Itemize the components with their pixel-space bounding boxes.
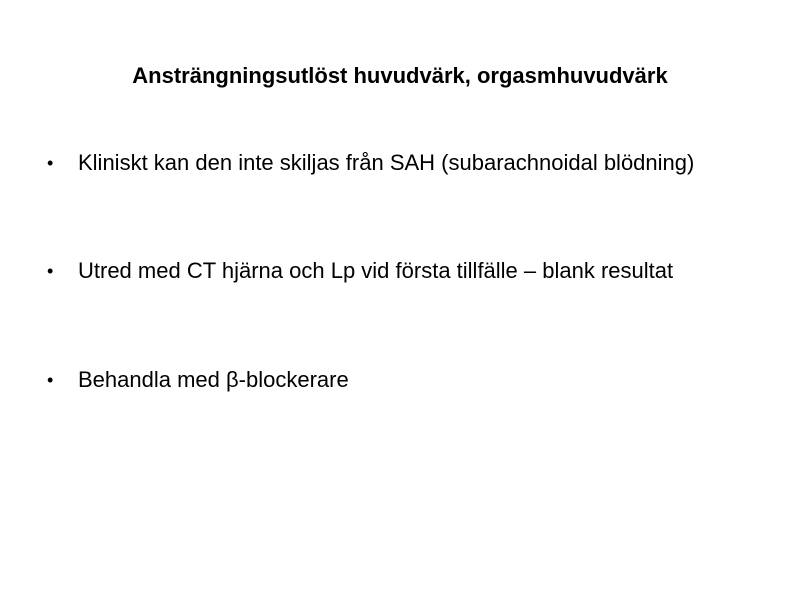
bullet-text: Behandla med β-blockerare [78, 367, 349, 392]
bullet-text: Kliniskt kan den inte skiljas från SAH (subarachnoidal blödning) [78, 150, 695, 175]
bullet-text: Utred med CT hjärna och Lp vid första tillfälle – blank resultat [78, 258, 674, 283]
bullet-dot-icon: • [47, 261, 54, 281]
bullet-dot-icon: • [47, 153, 54, 173]
bullet-dot-icon: • [47, 370, 54, 390]
slide-title: Ansträngningsutlöst huvudvärk, orgasmhuvudvärk [132, 63, 668, 88]
